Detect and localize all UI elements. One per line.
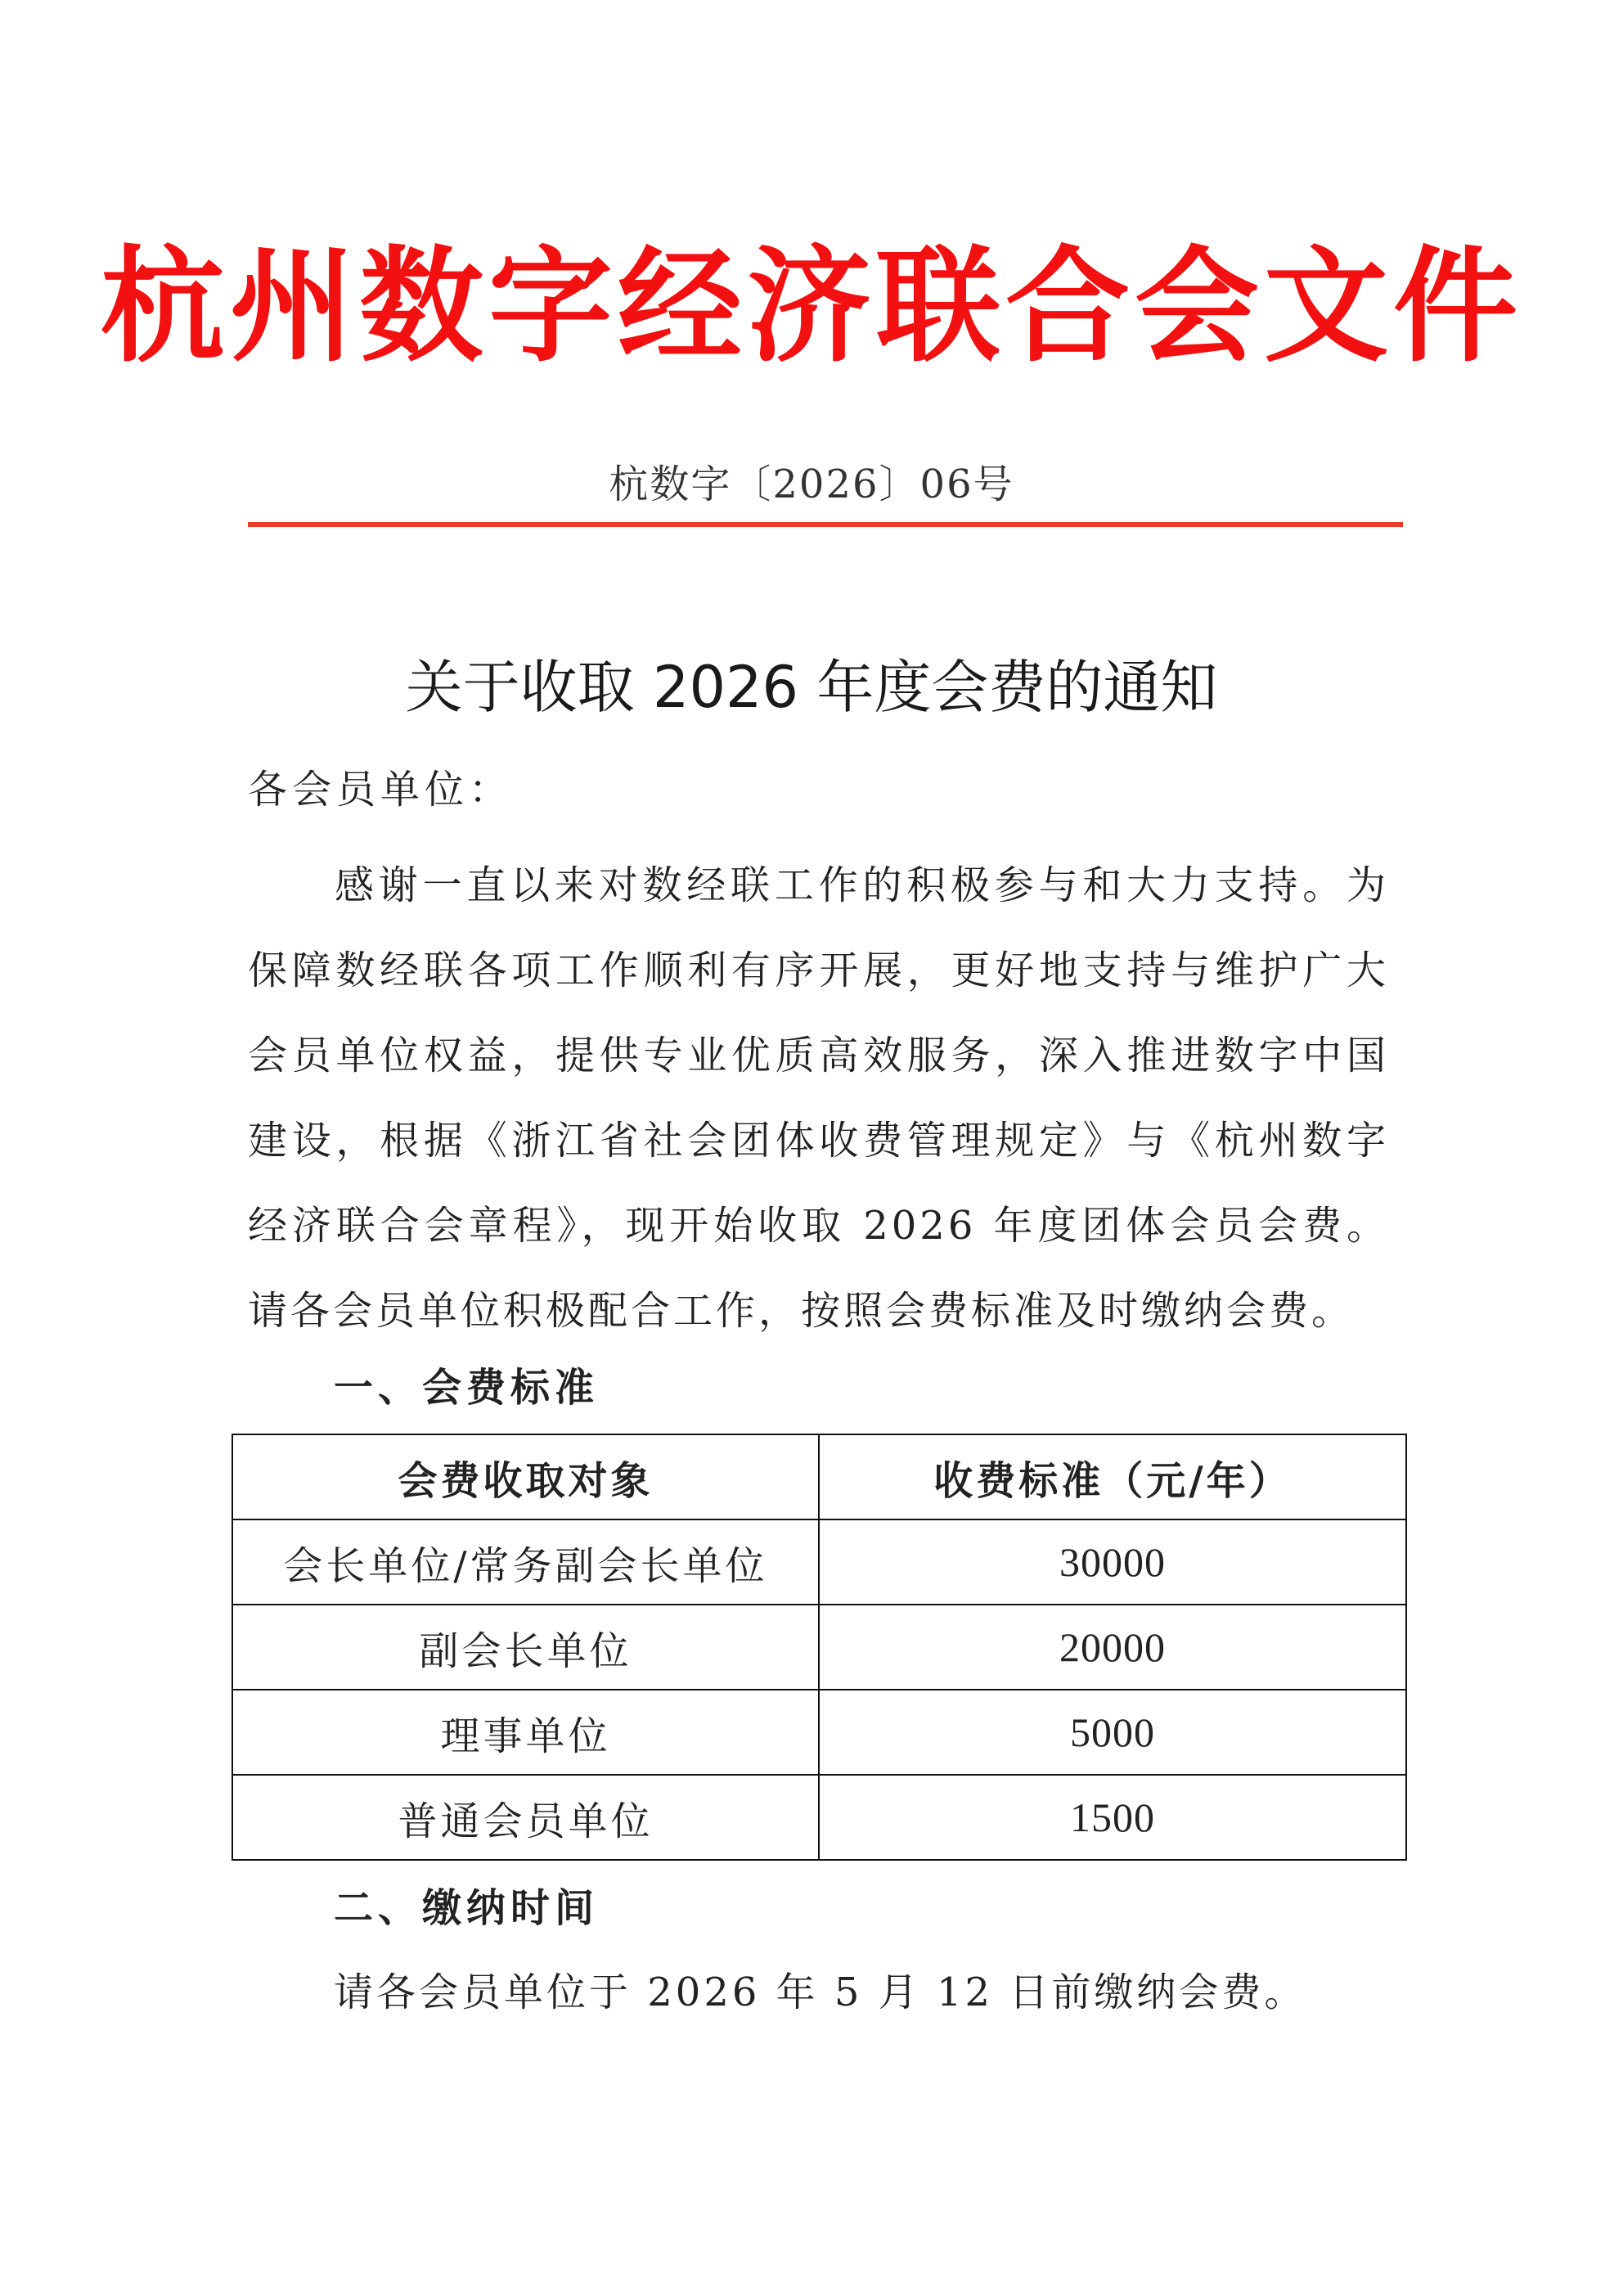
body-paragraph-block — [248, 843, 1389, 1353]
org-header-title: 杭州数字经济联合会文件 — [101, 234, 1522, 379]
table-header-target: 会费收取对象 — [232, 1434, 819, 1519]
table-header-row — [232, 1434, 1406, 1519]
table-cell-fee: 5000 — [819, 1690, 1406, 1775]
section-heading-fee-standard: 一、会费标准 — [334, 1365, 600, 1411]
table-cell-target: 普通会员单位 — [232, 1775, 819, 1860]
table-row — [232, 1690, 1406, 1775]
table-cell-target: 理事单位 — [232, 1690, 819, 1775]
payment-deadline-text: 请各会员单位于 2026 年 5 月 12 日前缴纳会费。 — [334, 1970, 1307, 2015]
salutation: 各会员单位： — [248, 767, 514, 813]
table-header-fee: 收费标准（元/年） — [819, 1434, 1406, 1519]
red-separator-line — [248, 522, 1403, 527]
table-cell-fee: 1500 — [819, 1775, 1406, 1860]
table-cell-fee: 20000 — [819, 1605, 1406, 1690]
table-cell-target: 会长单位/常务副会长单位 — [232, 1519, 819, 1605]
table-row — [232, 1519, 1406, 1605]
document-number: 杭数字〔2026〕06号 — [609, 461, 1014, 507]
table-cell-fee: 30000 — [819, 1519, 1406, 1605]
section-heading-payment-time: 二、缴纳时间 — [334, 1885, 600, 1931]
table-row — [232, 1775, 1406, 1860]
table-row — [232, 1605, 1406, 1690]
table-cell-target: 副会长单位 — [232, 1605, 819, 1690]
notice-title: 关于收取 2026 年度会费的通知 — [405, 654, 1218, 721]
body-paragraph: 感谢一直以来对数经联工作的积极参与和大力支持。为保障数经联各项工作顺利有序开展，更好地支持与维护广大会员单位权益，提供专业优质高效服务，深入推进数字中国建设，根据《浙江省社会团体收费管理规定》与《杭州数字经济联合会章程》，现开始收取 2026 年度团体会员会费。请各会员单位积极配合工作，按照会费标准及时缴纳会费。 — [248, 862, 1389, 1334]
fee-standard-table — [232, 1434, 1407, 1861]
